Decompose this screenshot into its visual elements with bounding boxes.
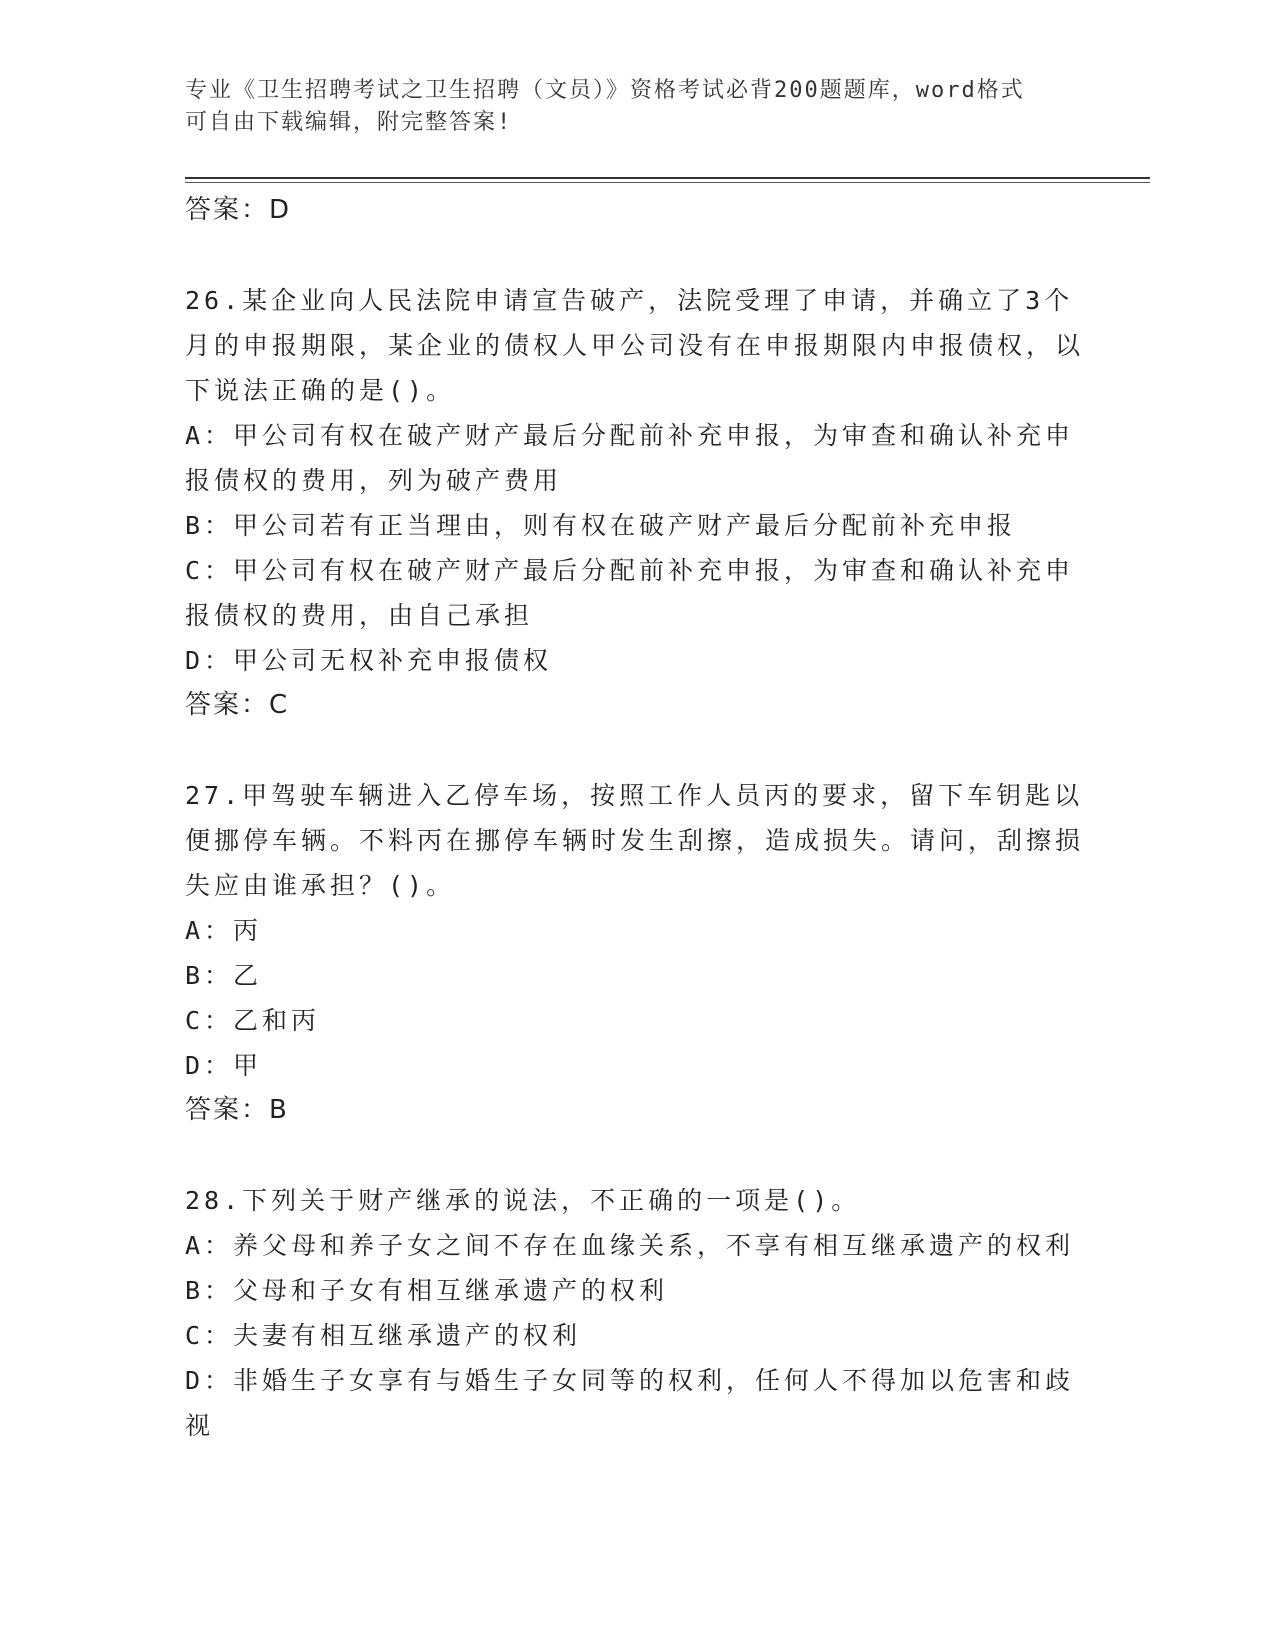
spacer [185, 233, 1085, 278]
option-d: D：甲 [185, 1051, 263, 1080]
option-b: B：甲公司若有正当理由，则有权在破产财产最后分配前补充申报 [185, 511, 1017, 540]
option-c: C：夫妻有相互继承遗产的权利 [185, 1321, 582, 1350]
question-28 [185, 1178, 1085, 1448]
question-26 [185, 278, 1085, 728]
header-divider-thick [185, 177, 1150, 179]
question-stem: 28.下列关于财产继承的说法，不正确的一项是()。 [185, 1186, 861, 1215]
spacer [185, 728, 1085, 773]
question-stem: 27.甲驾驶车辆进入乙停车场，按照工作人员丙的要求，留下车钥匙以便挪停车辆。不料丙在挪停车辆时发生刮擦，造成损失。请问，刮擦损失应由谁承担？()。 [185, 781, 1085, 900]
answer-line: 答案：B [185, 1095, 289, 1125]
option-a: A：养父母和养子女之间不存在血缘关系，不享有相互继承遗产的权利 [185, 1231, 1075, 1260]
header-title-line2: 可自由下载编辑，附完整答案! [185, 110, 513, 135]
previous-answer: 答案：D [185, 195, 292, 225]
header-title-line1: 专业《卫生招聘考试之卫生招聘（文员）》资格考试必背200题题库，word格式 [185, 78, 1025, 103]
option-d: D：甲公司无权补充申报债权 [185, 646, 553, 675]
option-c: C：乙和丙 [185, 1006, 321, 1035]
question-list [185, 188, 1085, 1448]
option-d: D：非婚生子女享有与婚生子女同等的权利，任何人不得加以危害和歧视 [185, 1366, 1075, 1440]
page-header [185, 75, 1065, 139]
option-c: C：甲公司有权在破产财产最后分配前补充申报，为审查和确认补充申报债权的费用，由自己承担 [185, 556, 1075, 630]
option-b: B：乙 [185, 961, 263, 990]
answer-line: 答案：C [185, 690, 290, 720]
option-b: B：父母和子女有相互继承遗产的权利 [185, 1276, 669, 1305]
question-stem: 26.某企业向人民法院申请宣告破产，法院受理了申请，并确立了3个月的申报期限，某企业的债权人甲公司没有在申报期限内申报债权，以下说法正确的是()。 [185, 286, 1085, 405]
question-27 [185, 773, 1085, 1133]
option-a: A：丙 [185, 916, 263, 945]
spacer [185, 1133, 1085, 1178]
option-a: A：甲公司有权在破产财产最后分配前补充申报，为审查和确认补充申报债权的费用，列为破产费用 [185, 421, 1075, 495]
header-divider-thin [185, 182, 1150, 183]
